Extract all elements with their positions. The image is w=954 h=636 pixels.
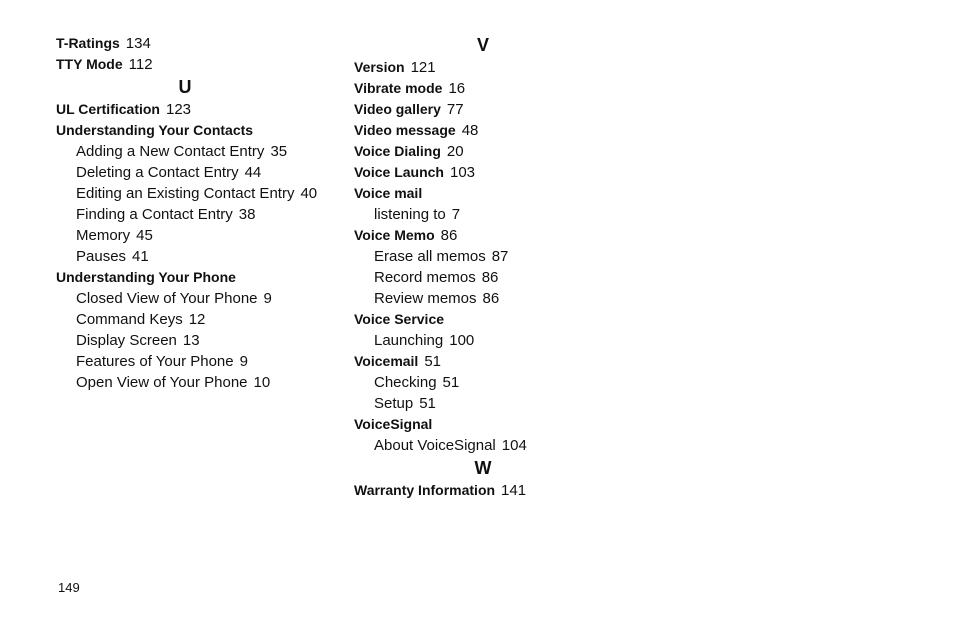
index-page-ref[interactable]: 48 bbox=[461, 122, 479, 139]
index-term: Editing an Existing Contact Entry bbox=[76, 185, 295, 202]
index-term: listening to bbox=[374, 206, 446, 223]
index-term: Vibrate mode bbox=[354, 80, 443, 96]
index-entry bbox=[354, 78, 634, 99]
index-page-ref[interactable]: 9 bbox=[263, 290, 272, 307]
index-page-ref[interactable]: 40 bbox=[300, 185, 318, 202]
index-subentry bbox=[56, 372, 336, 393]
index-page-ref[interactable]: 7 bbox=[451, 206, 461, 223]
index-subentry bbox=[56, 141, 336, 162]
index-subentry bbox=[56, 204, 336, 225]
index-term: Setup bbox=[374, 395, 414, 412]
index-term: Launching bbox=[374, 332, 444, 349]
index-term: Video message bbox=[354, 122, 456, 138]
index-term: Video gallery bbox=[354, 101, 441, 117]
index-subentry bbox=[56, 246, 336, 267]
index-term: Features of Your Phone bbox=[76, 353, 234, 370]
index-page-ref[interactable]: 87 bbox=[491, 248, 509, 265]
index-term: Review memos bbox=[374, 290, 477, 307]
index-page-ref[interactable]: 10 bbox=[253, 374, 271, 391]
index-subentry bbox=[354, 372, 634, 393]
index-subentry bbox=[56, 351, 336, 372]
index-page-ref[interactable]: 86 bbox=[440, 227, 458, 244]
index-term: Voice Service bbox=[354, 311, 445, 327]
index-term: Voice mail bbox=[354, 185, 423, 201]
index-subentry bbox=[56, 183, 336, 204]
index-term: About VoiceSignal bbox=[374, 437, 496, 454]
index-entry bbox=[354, 57, 634, 78]
index-page-ref[interactable]: 35 bbox=[270, 143, 288, 160]
index-term: Display Screen bbox=[76, 332, 177, 349]
index-term: Understanding Your Phone bbox=[56, 269, 236, 285]
index-column-left bbox=[56, 33, 336, 393]
index-entry bbox=[354, 141, 634, 162]
index-page-ref[interactable]: 45 bbox=[136, 227, 153, 244]
index-page-ref[interactable]: 104 bbox=[501, 437, 527, 454]
index-page-ref[interactable]: 44 bbox=[244, 164, 262, 181]
page-number: 149 bbox=[58, 580, 80, 595]
index-section-letter: W bbox=[474, 458, 492, 478]
index-term: TTY Mode bbox=[56, 56, 123, 72]
index-term: Understanding Your Contacts bbox=[56, 122, 254, 138]
index-term: Version bbox=[354, 59, 405, 75]
index-page-ref[interactable]: 20 bbox=[446, 143, 464, 160]
index-subentry bbox=[56, 309, 336, 330]
index-subentry bbox=[56, 288, 336, 309]
index-entry bbox=[56, 120, 336, 141]
index-term: Finding a Contact Entry bbox=[76, 206, 233, 223]
index-term: T-Ratings bbox=[56, 35, 120, 51]
index-entry bbox=[354, 99, 634, 120]
index-page-ref[interactable]: 123 bbox=[165, 101, 192, 118]
index-page-ref[interactable]: 51 bbox=[442, 374, 460, 391]
index-subentry bbox=[56, 162, 336, 183]
index-entry bbox=[354, 225, 634, 246]
index-term: Pauses bbox=[76, 248, 127, 265]
index-subentry bbox=[354, 204, 634, 225]
index-page-ref[interactable]: 16 bbox=[448, 80, 466, 97]
index-page-ref[interactable]: 77 bbox=[446, 101, 464, 118]
index-term: Checking bbox=[374, 374, 437, 391]
index-page-ref[interactable]: 38 bbox=[238, 206, 256, 223]
index-term: Voice Launch bbox=[354, 164, 444, 180]
index-entry bbox=[354, 351, 634, 372]
index-term: Erase all memos bbox=[374, 248, 486, 265]
index-term: Open View of Your Phone bbox=[76, 374, 248, 391]
index-page-ref[interactable]: 51 bbox=[419, 395, 436, 412]
index-page-ref[interactable]: 86 bbox=[481, 269, 499, 286]
index-page-ref[interactable]: 51 bbox=[424, 353, 442, 370]
index-section-letter: V bbox=[476, 35, 489, 55]
index-page-ref[interactable]: 13 bbox=[182, 332, 200, 349]
index-term: Command Keys bbox=[76, 311, 183, 328]
index-entry bbox=[56, 33, 336, 54]
index-term: Deleting a Contact Entry bbox=[76, 164, 239, 181]
index-entry bbox=[354, 480, 634, 501]
index-term: Voice Memo bbox=[354, 227, 435, 243]
index-subentry bbox=[354, 330, 634, 351]
index-subentry bbox=[56, 330, 336, 351]
index-subentry bbox=[354, 246, 634, 267]
index-term: Voice Dialing bbox=[354, 143, 441, 159]
index-entry bbox=[56, 99, 336, 120]
index-subentry bbox=[56, 225, 336, 246]
index-term: VoiceSignal bbox=[354, 416, 433, 432]
index-entry bbox=[354, 120, 634, 141]
index-term: Closed View of Your Phone bbox=[76, 290, 258, 307]
index-entry bbox=[354, 183, 634, 204]
index-page-ref[interactable]: 121 bbox=[410, 59, 436, 76]
index-subentry bbox=[354, 393, 634, 414]
index-subentry bbox=[354, 435, 634, 456]
index-section-letter: U bbox=[178, 77, 192, 97]
index-term: Record memos bbox=[374, 269, 476, 286]
index-page-ref[interactable]: 134 bbox=[125, 35, 151, 52]
index-page-ref[interactable]: 86 bbox=[482, 290, 500, 307]
index-term: Adding a New Contact Entry bbox=[76, 143, 265, 160]
index-entry bbox=[354, 162, 634, 183]
index-page-ref[interactable]: 100 bbox=[449, 332, 475, 349]
index-entry bbox=[56, 267, 336, 288]
index-subentry bbox=[354, 267, 634, 288]
index-term: Warranty Information bbox=[354, 482, 496, 498]
index-term: UL Certification bbox=[56, 101, 160, 117]
index-subentry bbox=[354, 288, 634, 309]
index-term: Voicemail bbox=[354, 353, 419, 369]
index-entry bbox=[354, 414, 634, 435]
index-term: Memory bbox=[76, 227, 131, 244]
index-page-ref[interactable]: 41 bbox=[132, 248, 149, 265]
index-page-ref[interactable]: 9 bbox=[239, 353, 248, 370]
index-entry bbox=[56, 54, 336, 75]
index-column-right bbox=[354, 33, 634, 501]
index-entry bbox=[354, 309, 634, 330]
index-page-ref[interactable]: 12 bbox=[188, 311, 206, 328]
index-page-ref[interactable]: 141 bbox=[501, 482, 527, 499]
index-page-ref[interactable]: 103 bbox=[449, 164, 476, 181]
index-page-ref[interactable]: 112 bbox=[128, 56, 153, 73]
